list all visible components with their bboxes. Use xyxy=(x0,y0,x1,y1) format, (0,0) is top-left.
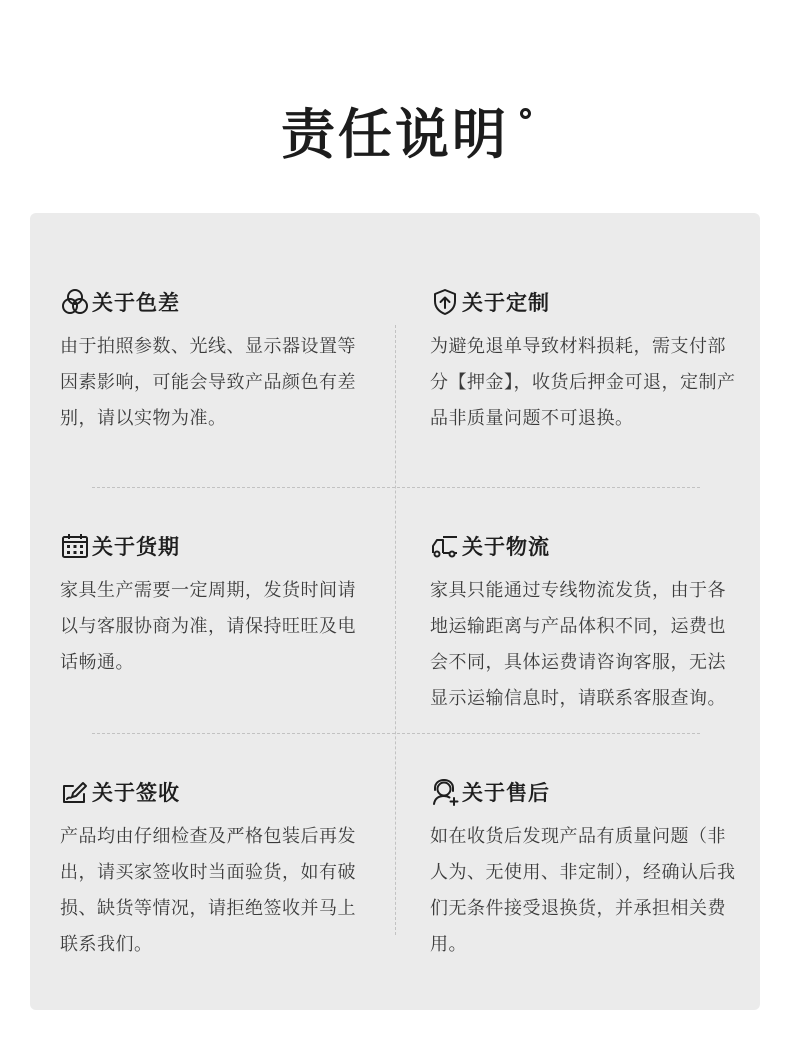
section-header xyxy=(60,285,370,319)
section-signing xyxy=(60,775,370,963)
section-text: 产品均由仔细检查及严格包装后再发出，请买家签收时当面验货，如有破损、缺货等情况，请拒绝签收并马上联系我们。 xyxy=(60,826,356,955)
page-title: 责任说明 xyxy=(281,102,509,168)
section-header xyxy=(430,775,740,809)
section-header xyxy=(430,529,740,563)
section-title: 关于签收 xyxy=(92,781,180,805)
horizontal-divider-2 xyxy=(92,733,700,734)
section-header xyxy=(60,529,370,563)
horizontal-divider-1 xyxy=(92,487,700,488)
section-color-difference xyxy=(60,285,370,437)
section-text: 家具生产需要一定周期，发货时间请以与客服协商为准，请保持旺旺及电话畅通。 xyxy=(60,580,356,673)
color-circles-icon xyxy=(60,287,90,317)
section-after-sales xyxy=(430,775,740,963)
customer-service-icon xyxy=(430,777,460,807)
section-logistics xyxy=(430,529,740,717)
sign-edit-icon xyxy=(60,777,90,807)
section-text: 由于拍照参数、光线、显示器设置等因素影响，可能会导致产品颜色有差别，请以实物为准。 xyxy=(60,336,356,429)
section-header xyxy=(430,285,740,319)
section-title: 关于物流 xyxy=(462,535,550,559)
calendar-icon xyxy=(60,531,90,561)
section-title: 关于货期 xyxy=(92,535,180,559)
vertical-divider xyxy=(395,325,396,935)
shield-upload-icon xyxy=(430,287,460,317)
section-delivery-time xyxy=(60,529,370,681)
section-title: 关于色差 xyxy=(92,291,180,315)
truck-icon xyxy=(430,531,460,561)
section-text: 为避免退单导致材料损耗，需支付部分【押金】，收货后押金可退，定制产品非质量问题不可退换。 xyxy=(430,336,736,429)
section-title: 关于定制 xyxy=(462,291,550,315)
section-customization xyxy=(430,285,740,437)
title-degree-mark xyxy=(520,108,531,119)
section-header xyxy=(60,775,370,809)
section-text: 如在收货后发现产品有质量问题（非人为、无使用、非定制），经确认后我们无条件接受退换货，并承担相关费用。 xyxy=(430,826,736,955)
title-wrap xyxy=(0,102,790,168)
responsibility-panel xyxy=(30,213,760,1010)
section-title: 关于售后 xyxy=(462,781,550,805)
section-text: 家具只能通过专线物流发货，由于各地运输距离与产品体积不同，运费也会不同，具体运费请咨询客服，无法显示运输信息时，请联系客服查询。 xyxy=(430,580,726,709)
